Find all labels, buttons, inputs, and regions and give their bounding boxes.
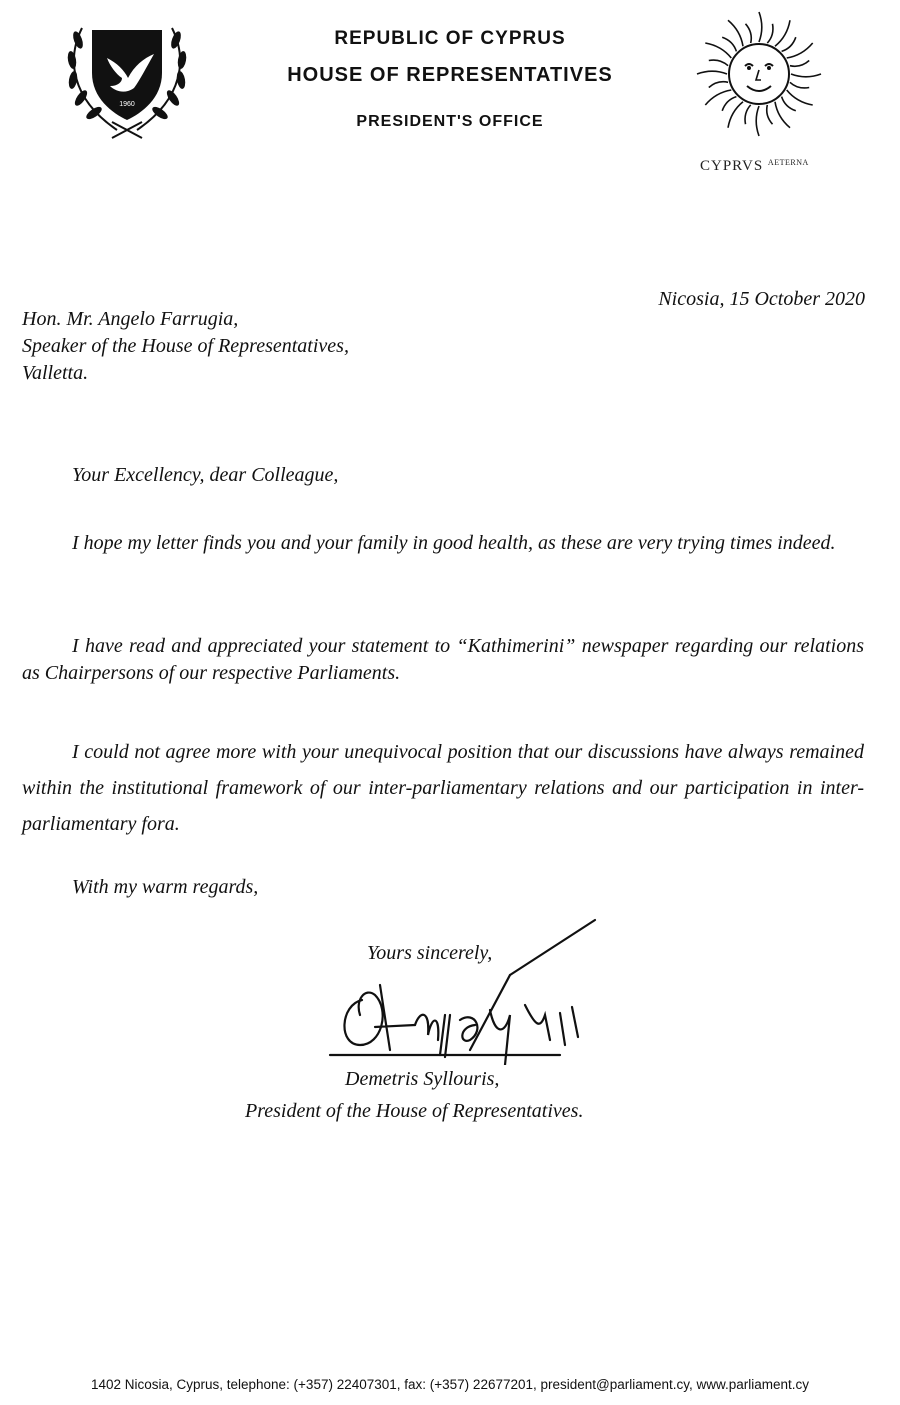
sun-ray bbox=[709, 82, 728, 88]
sun-ray bbox=[775, 20, 790, 46]
header-republic: REPUBLIC OF CYPRUS bbox=[334, 28, 566, 49]
sun-ray bbox=[782, 37, 796, 51]
sun-ray bbox=[787, 90, 813, 105]
sun-ray bbox=[782, 97, 796, 111]
sun-ray bbox=[756, 106, 759, 136]
paragraph-3: I could not agree more with your unequivocal position that our discussions have always remained within the institutional framework of our inter-parliamentary relations and our participation in inter-parliamentary fora. bbox=[22, 741, 864, 835]
recipient-line: Valletta. bbox=[22, 362, 89, 384]
motto-main: CYPRVS bbox=[700, 158, 764, 174]
crest-year: 1960 bbox=[119, 101, 135, 108]
signer-title: President of the House of Representatives. bbox=[245, 1100, 584, 1122]
recipient-address bbox=[22, 306, 522, 387]
paragraph-1: I hope my letter finds you and your family in good health, as these are very trying times indeed. bbox=[72, 532, 836, 554]
header-office: PRESIDENT'S OFFICE bbox=[356, 113, 544, 130]
sun-ray bbox=[791, 74, 821, 77]
sun-ray bbox=[790, 61, 809, 67]
sun-ray bbox=[728, 102, 743, 128]
sun-ray bbox=[709, 60, 728, 66]
sun-ray bbox=[722, 97, 736, 111]
paragraph-2: I have read and appreciated your statement to “Kathimerini” newspaper regarding our relations as Chairpersons of our respective Parliaments. bbox=[22, 635, 864, 684]
sun-ray bbox=[759, 12, 762, 42]
signer-name: Demetris Syllouris, bbox=[345, 1068, 500, 1090]
sun-face-icon bbox=[695, 10, 823, 138]
motto-text bbox=[700, 158, 840, 175]
recipient-line: Speaker of the House of Representatives, bbox=[22, 335, 349, 357]
sun-ray bbox=[697, 71, 727, 74]
sign-off: Yours sincerely, bbox=[367, 942, 493, 964]
sun-ray bbox=[705, 43, 731, 58]
salutation: Your Excellency, dear Colleague, bbox=[72, 464, 339, 486]
recipient-line: Hon. Mr. Angelo Farrugia, bbox=[22, 308, 239, 330]
sun-ray bbox=[746, 24, 752, 43]
closing: With my warm regards, bbox=[72, 876, 259, 898]
header-house: HOUSE OF REPRESENTATIVES bbox=[287, 64, 613, 86]
motto-small: AETERNA bbox=[767, 158, 809, 167]
sun-ray bbox=[722, 37, 736, 51]
sun-ray bbox=[790, 82, 809, 88]
sun-ray bbox=[767, 105, 773, 124]
handwritten-signature bbox=[320, 915, 610, 1065]
sun-ray bbox=[767, 24, 773, 43]
letter-date: Nicosia, 15 October 2020 bbox=[658, 288, 865, 310]
sun-ray bbox=[745, 105, 751, 124]
footer-contact: 1402 Nicosia, Cyprus, telephone: (+357) 22407301, fax: (+357) 22677201, president@parliament.cy, www.parliament.cy bbox=[90, 1377, 810, 1392]
